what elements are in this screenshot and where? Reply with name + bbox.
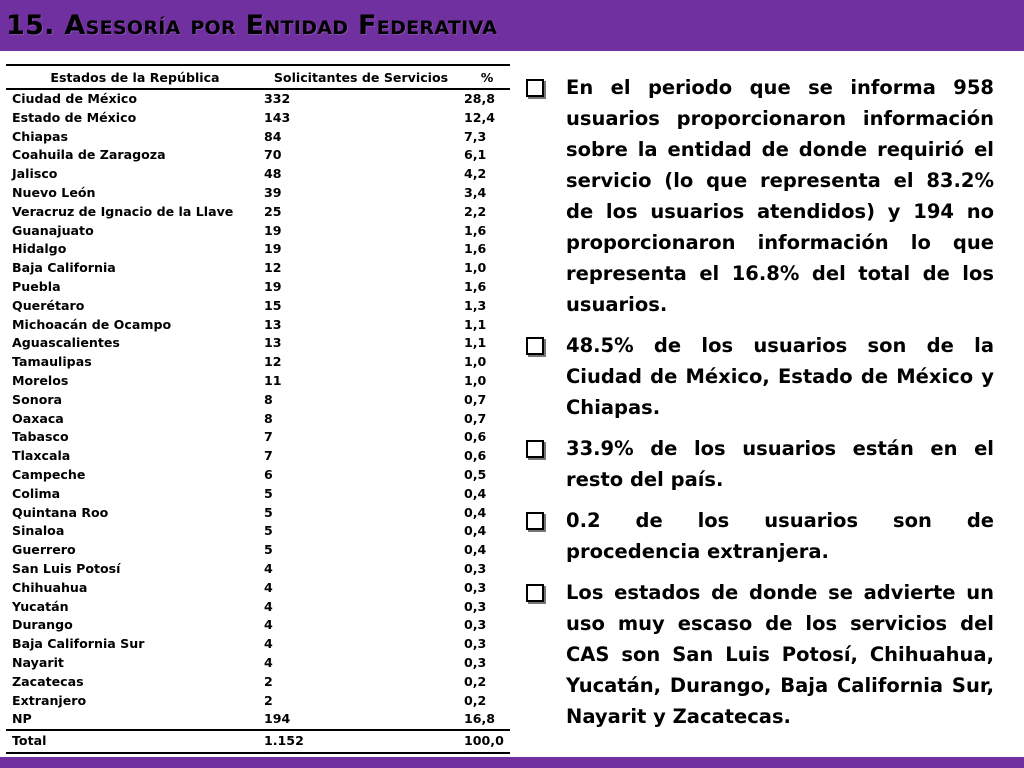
cell-percent: 0,4: [464, 504, 487, 520]
table-row: [6, 710, 510, 730]
cell-applicants: 8: [264, 391, 273, 407]
header-state: Estados de la República: [6, 65, 258, 89]
table-row: [6, 89, 510, 109]
checkbox-bullet-icon: [526, 79, 544, 97]
cell-applicants: 2: [264, 692, 273, 708]
bullet-list: [522, 72, 994, 742]
cell-percent: 7,3: [464, 128, 487, 144]
cell-percent: 0,3: [464, 560, 487, 576]
cell-percent: 0,6: [464, 448, 487, 464]
cell-state: San Luis Potosí: [12, 560, 121, 576]
cell-applicants: 5: [264, 542, 273, 558]
bullet-text: Los estados de donde se advierte un uso muy escaso de los servicios del CAS son San Luis Potosí, Chihuahua, Yucatán, Durango, Baja California Sur, Nayarit y Zacatecas.: [566, 581, 994, 728]
table-row: [6, 673, 510, 692]
cell-state: Sinaloa: [12, 523, 65, 539]
cell-state: Querétaro: [12, 297, 85, 313]
cell-percent: 0,3: [464, 598, 487, 614]
cell-applicants: 48: [264, 166, 282, 182]
cell-percent: 1,0: [464, 260, 487, 276]
table-row: [6, 635, 510, 654]
table-row: [6, 654, 510, 673]
table-row: [6, 109, 510, 128]
cell-applicants: 6: [264, 466, 273, 482]
cell-applicants: 5: [264, 485, 273, 501]
cell-applicants: 4: [264, 636, 273, 652]
bullet-item: [522, 433, 994, 495]
cell-applicants: 13: [264, 316, 282, 332]
cell-state: Durango: [12, 617, 73, 633]
table-row: [6, 447, 510, 466]
table-row: [6, 128, 510, 147]
table-row: [6, 616, 510, 635]
table-row: [6, 146, 510, 165]
checkbox-bullet-icon: [526, 584, 544, 602]
cell-percent: 0,3: [464, 654, 487, 670]
table-row: [6, 485, 510, 504]
cell-percent: 0,4: [464, 523, 487, 539]
cell-percent: 0,3: [464, 617, 487, 633]
cell-percent: 1,3: [464, 297, 487, 313]
table-row: [6, 184, 510, 203]
table-row: [6, 391, 510, 410]
cell-state: Coahuila de Zaragoza: [12, 147, 166, 163]
bullet-text: 0.2 de los usuarios son de procedencia extranjera.: [566, 509, 994, 563]
cell-applicants: 4: [264, 654, 273, 670]
checkbox-bullet-icon: [526, 512, 544, 530]
cell-state: Ciudad de México: [12, 91, 138, 106]
cell-percent: 1,6: [464, 222, 487, 238]
cell-state: Sonora: [12, 391, 63, 407]
table-row: [6, 410, 510, 429]
checkbox-bullet-icon: [526, 440, 544, 458]
table-row: [6, 222, 510, 241]
cell-applicants: 84: [264, 128, 282, 144]
footer-bar: [0, 757, 1024, 768]
states-table: [6, 64, 510, 754]
cell-applicants: 19: [264, 222, 282, 238]
cell-percent: 4,2: [464, 166, 487, 182]
cell-applicants: 332: [264, 91, 291, 106]
cell-state: Baja California Sur: [12, 636, 145, 652]
table-row: [6, 372, 510, 391]
cell-applicants: 19: [264, 278, 282, 294]
cell-percent: 0,2: [464, 692, 487, 708]
checkbox-bullet-icon: [526, 337, 544, 355]
cell-applicants: 8: [264, 410, 273, 426]
bullet-item: [522, 72, 994, 320]
table-row: [6, 316, 510, 335]
bullet-text: 33.9% de los usuarios están en el resto del país.: [566, 437, 994, 491]
cell-state: Morelos: [12, 372, 69, 388]
cell-state: Tamaulipas: [12, 354, 92, 370]
cell-percent: 1,0: [464, 354, 487, 370]
cell-state: Hidalgo: [12, 241, 67, 257]
cell-percent: 1,1: [464, 335, 487, 351]
cell-state: Nayarit: [12, 654, 64, 670]
cell-applicants: 39: [264, 184, 282, 200]
table-row: [6, 541, 510, 560]
table-row: [6, 466, 510, 485]
table-row: [6, 522, 510, 541]
cell-applicants: 13: [264, 335, 282, 351]
cell-state: Extranjero: [12, 692, 87, 708]
cell-state: Guanajuato: [12, 222, 94, 238]
table-row: [6, 353, 510, 372]
cell-percent: 0,7: [464, 391, 487, 407]
cell-state: Tabasco: [12, 429, 69, 445]
cell-applicants: 7: [264, 429, 273, 445]
cell-percent: 3,4: [464, 184, 487, 200]
cell-percent: 16,8: [464, 711, 496, 727]
table-row: [6, 297, 510, 316]
cell-applicants: 4: [264, 560, 273, 576]
table-row: [6, 203, 510, 222]
cell-applicants: 4: [264, 579, 273, 595]
table-row: [6, 428, 510, 447]
cell-applicants: 4: [264, 617, 273, 633]
cell-applicants: 194: [264, 711, 291, 727]
cell-percent: 0,3: [464, 579, 487, 595]
cell-percent: 1,6: [464, 278, 487, 294]
table-body: [6, 89, 510, 730]
cell-percent: 6,1: [464, 147, 487, 163]
table-row: [6, 278, 510, 297]
cell-state: Nuevo León: [12, 184, 96, 200]
cell-applicants: 15: [264, 297, 282, 313]
cell-percent: 0,5: [464, 466, 487, 482]
header-applicants: Solicitantes de Servicios: [258, 65, 458, 89]
table-row: [6, 165, 510, 184]
cell-applicants: 5: [264, 504, 273, 520]
cell-percent: 2,2: [464, 203, 487, 219]
total-label: Total: [6, 730, 258, 753]
cell-percent: 12,4: [464, 109, 496, 125]
cell-applicants: 70: [264, 147, 282, 163]
table-row: [6, 560, 510, 579]
table-row: [6, 692, 510, 711]
cell-applicants: 12: [264, 354, 282, 370]
cell-percent: 0,4: [464, 485, 487, 501]
cell-state: Campeche: [12, 466, 86, 482]
total-applicants: 1.152: [258, 730, 458, 753]
table-row: [6, 334, 510, 353]
cell-state: Guerrero: [12, 542, 76, 558]
cell-applicants: 25: [264, 203, 282, 219]
cell-state: Jalisco: [12, 166, 58, 182]
table-row: [6, 579, 510, 598]
cell-percent: 0,6: [464, 429, 487, 445]
table-row: [6, 259, 510, 278]
cell-state: NP: [12, 711, 32, 727]
cell-state: Quintana Roo: [12, 504, 109, 520]
cell-state: Baja California: [12, 260, 116, 276]
bullet-text: 48.5% de los usuarios son de la Ciudad de México, Estado de México y Chiapas.: [566, 334, 994, 419]
cell-applicants: 2: [264, 673, 273, 689]
cell-percent: 0,2: [464, 673, 487, 689]
cell-percent: 28,8: [464, 91, 496, 106]
bullet-item: [522, 330, 994, 423]
cell-percent: 1,6: [464, 241, 487, 257]
table-row: [6, 240, 510, 259]
cell-applicants: 7: [264, 448, 273, 464]
cell-percent: 1,0: [464, 372, 487, 388]
table-header-row: [6, 65, 510, 89]
header-percent: %: [458, 65, 510, 89]
cell-state: Estado de México: [12, 109, 137, 125]
bullet-item: [522, 577, 994, 732]
cell-state: Oaxaca: [12, 410, 64, 426]
table-row: [6, 504, 510, 523]
cell-applicants: 4: [264, 598, 273, 614]
cell-state: Chiapas: [12, 128, 69, 144]
cell-applicants: 19: [264, 241, 282, 257]
table-row: [6, 598, 510, 617]
total-percent: 100,0: [458, 730, 510, 753]
cell-percent: 0,7: [464, 410, 487, 426]
cell-applicants: 12: [264, 260, 282, 276]
bullet-item: [522, 505, 994, 567]
cell-applicants: 11: [264, 372, 282, 388]
cell-state: Yucatán: [12, 598, 69, 614]
bullet-text: En el periodo que se informa 958 usuarios proporcionaron información sobre la entidad de donde requirió el servicio (lo que representa el 83.2% de los usuarios atendidos) y 194 no proporcionaron información lo que representa el 16.8% del total de los usuarios.: [566, 76, 994, 316]
cell-applicants: 5: [264, 523, 273, 539]
cell-state: Chihuahua: [12, 579, 88, 595]
cell-state: Aguascalientes: [12, 335, 120, 351]
cell-state: Puebla: [12, 278, 61, 294]
title-bar: [0, 0, 1024, 51]
cell-applicants: 143: [264, 109, 291, 125]
cell-state: Michoacán de Ocampo: [12, 316, 172, 332]
cell-percent: 1,1: [464, 316, 487, 332]
cell-state: Zacatecas: [12, 673, 84, 689]
slide-title: 15. Asesoría por Entidad Federativa: [6, 10, 498, 41]
cell-state: Veracruz de Ignacio de la Llave: [12, 203, 234, 219]
states-table-container: [6, 64, 510, 754]
cell-percent: 0,4: [464, 542, 487, 558]
cell-state: Tlaxcala: [12, 448, 71, 464]
table-total-row: [6, 730, 510, 753]
cell-state: Colima: [12, 485, 61, 501]
cell-percent: 0,3: [464, 636, 487, 652]
